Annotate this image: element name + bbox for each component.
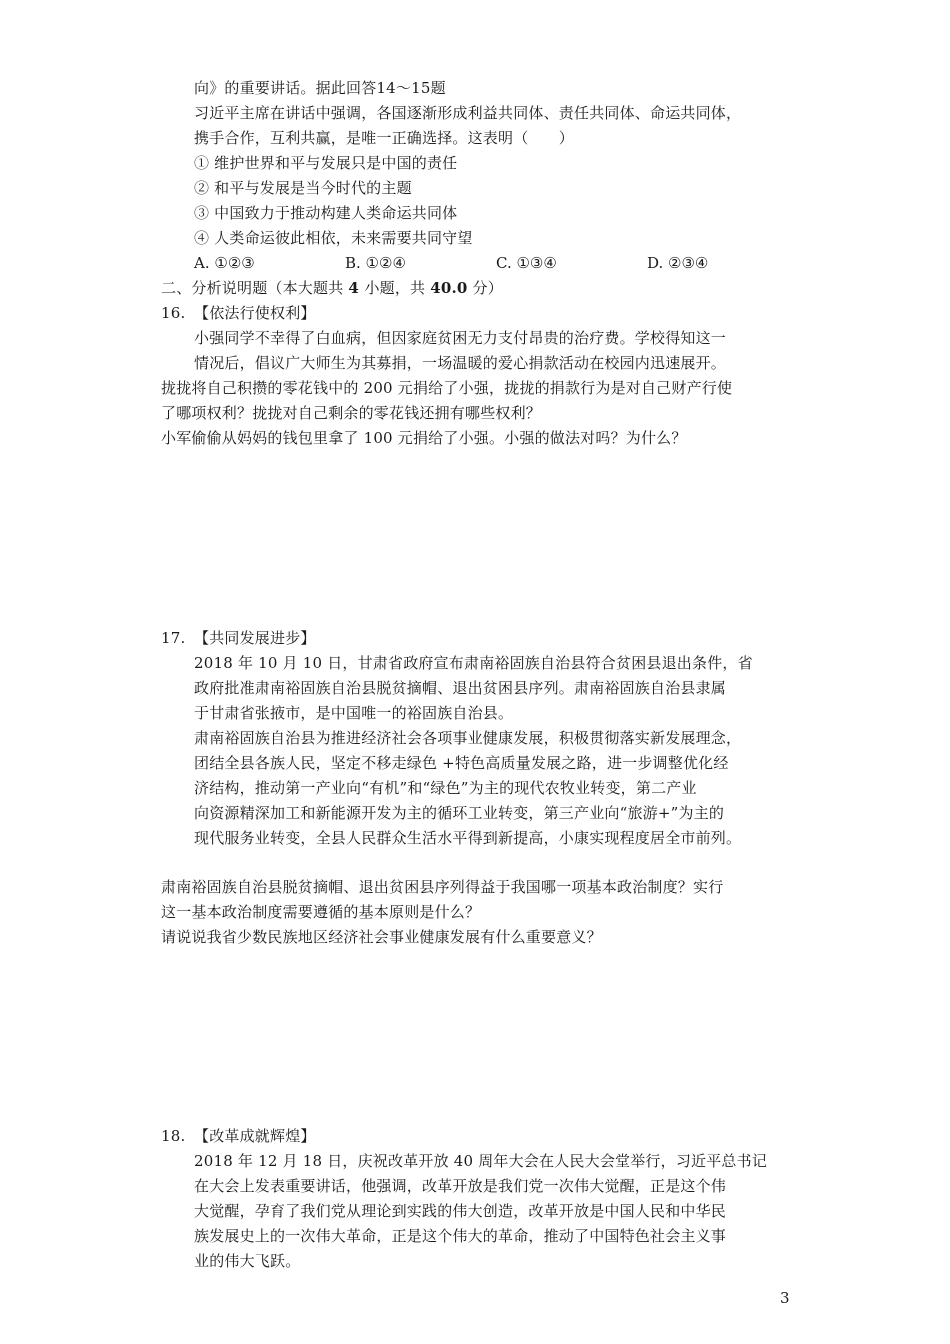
q17-title: 【共同发展进步】 xyxy=(194,629,316,647)
q18-line: 业的伟大飞跃。 xyxy=(194,1252,301,1270)
q13-item-2: ② 和平与发展是当今时代的主题 xyxy=(194,179,412,197)
q13-option-d: D. ②③④ xyxy=(647,254,709,272)
q18-line: 2018 年 12 月 18 日，庆祝改革开放 40 周年大会在人民大会堂举行，习近平总书记 xyxy=(194,1152,768,1170)
q18-title: 【改革成就辉煌】 xyxy=(194,1127,316,1145)
q18-line: 族发展史上的一次伟大革命，正是这个伟大的革命，推动了中国特色社会主义事 xyxy=(194,1227,727,1245)
q13-option-c: C. ①③④ xyxy=(496,254,557,272)
q17-number: 17. xyxy=(161,629,186,647)
q18-line: 大觉醒，孕育了我们党从理论到实践的伟大创造，改革开放是中国人民和中华民 xyxy=(194,1202,727,1220)
q13-item-3: ③ 中国致力于推动构建人类命运共同体 xyxy=(194,204,458,222)
q17-line: 政府批准肃南裕固族自治县脱贫摘帽、退出贫困县序列。肃南裕固族自治县隶属 xyxy=(194,679,727,697)
q13-stem-line1: 习近平主席在讲话中强调，各国逐渐形成利益共同体、责任共同体、命运共同体， xyxy=(194,104,742,122)
q13-option-b: B. ①②④ xyxy=(345,254,406,272)
q17-ask2: 请说说我省少数民族地区经济社会事业健康发展有什么重要意义？ xyxy=(161,928,602,946)
q17-line: 现代服务业转变，全县人民群众生活水平得到新提高，小康实现程度居全市前列。 xyxy=(194,829,742,847)
q17-ask1-line2: 这一基本政治制度需要遵循的基本原则是什么？ xyxy=(161,903,481,921)
q16-number: 16. xyxy=(161,304,186,322)
q13-item-1: ① 维护世界和平与发展只是中国的责任 xyxy=(194,154,458,172)
q17-line: 于甘肃省张掖市，是中国唯一的裕固族自治县。 xyxy=(194,704,514,722)
q13-item-4: ④ 人类命运彼此相依，未来需要共同守望 xyxy=(194,229,473,247)
page-number: 3 xyxy=(780,1289,790,1307)
q17-line: 2018 年 10 月 10 日，甘肃省政府宣布肃南裕固族自治县符合贫困县退出条件，省 xyxy=(194,654,753,672)
q18-number: 18. xyxy=(161,1127,186,1145)
q17-ask1-line1: 肃南裕固族自治县脱贫摘帽、退出贫困县序列得益于我国哪一项基本政治制度？实行 xyxy=(161,878,724,896)
q17-line: 肃南裕固族自治县为推进经济社会各项事业健康发展，积极贯彻落实新发展理念， xyxy=(194,729,742,747)
q18-line: 在大会上发表重要讲话，他强调，改革开放是我们党一次伟大觉醒，正是这个伟 xyxy=(194,1177,727,1195)
section-heading: 二、分析说明题（本大题共 4 小题，共 40.0 分） xyxy=(161,279,503,297)
q13-option-a: A. ①②③ xyxy=(194,254,255,272)
q16-para1: 小强同学不幸得了白血病，但因家庭贫困无力支付昂贵的治疗费。学校得知这一 xyxy=(194,329,727,347)
q17-line: 向资源精深加工和新能源开发为主的循环工业转变，第三产业向“旅游+”为主的 xyxy=(194,804,725,822)
q16-ask1-line2: 了哪项权利？拢拢对自己剩余的零花钱还拥有哪些权利？ xyxy=(161,404,542,422)
q16-title: 【依法行使权利】 xyxy=(194,304,316,322)
q17-line: 团结全县各族人民，坚定不移走绿色 +特色高质量发展之路，进一步调整优化经 xyxy=(194,754,729,772)
q13-stem-line2: 携手合作，互利共赢，是唯一正确选择。这表明（ ） xyxy=(194,129,575,147)
q16-para1-cont: 情况后，倡议广大师生为其募捐，一场温暖的爱心捐款活动在校园内迅速展开。 xyxy=(194,354,727,372)
q17-line: 济结构，推动第一产业向“有机”和“绿色”为主的现代农牧业转变，第二产业 xyxy=(194,779,697,797)
q13-intro-end: 向》的重要讲话。据此回答14～15题 xyxy=(194,79,446,97)
q16-ask1-line1: 拢拢将自己积攒的零花钱中的 200 元捐给了小强，拢拢的捐款行为是对自己财产行使 xyxy=(161,379,733,397)
q16-ask2: 小军偷偷从妈妈的钱包里拿了 100 元捐给了小强。小强的做法对吗？为什么？ xyxy=(161,429,687,447)
